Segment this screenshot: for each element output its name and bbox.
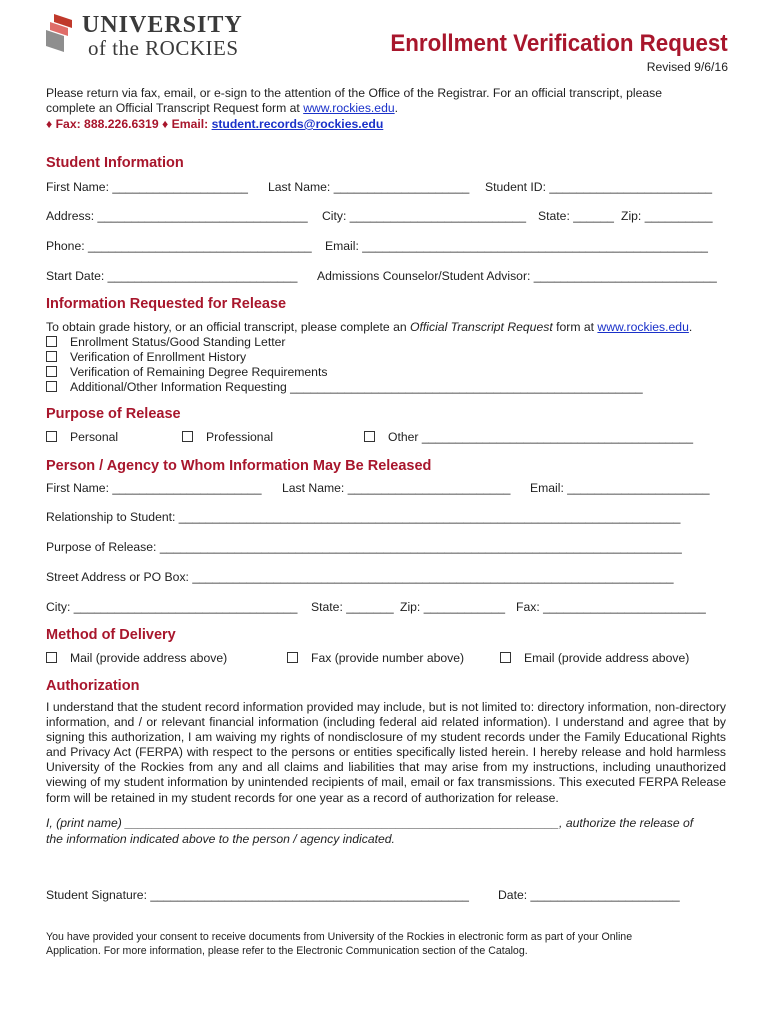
purpose-of-release-heading: Purpose of Release: [46, 406, 181, 422]
purpose-professional-label: Professional: [206, 430, 274, 444]
authorization-heading: Authorization: [46, 678, 140, 694]
info-text-middle: form at: [552, 320, 598, 334]
info-text-end: .: [688, 320, 693, 334]
intro-line-2-text: complete an Official Transcript Request form at: [46, 101, 304, 115]
agency-state-field[interactable]: State: _______: [311, 600, 394, 614]
purpose-professional-option[interactable]: [182, 430, 273, 445]
checkbox[interactable]: [46, 351, 57, 362]
delivery-fax-option[interactable]: [287, 651, 464, 666]
university-logo-mark-icon: [46, 14, 72, 52]
agency-fax-field[interactable]: Fax: ________________________: [516, 600, 706, 614]
option-degree-requirements[interactable]: [46, 365, 327, 380]
revision-date: Revised 9/6/16: [646, 60, 728, 74]
registrar-email-link[interactable]: student.records@rockies.edu: [211, 117, 384, 131]
checkbox[interactable]: [46, 381, 57, 392]
agency-first-name-field[interactable]: First Name: ______________________: [46, 481, 262, 495]
admissions-counselor-field[interactable]: Admissions Counselor/Student Advisor: ___________________________: [317, 269, 717, 283]
checkbox[interactable]: [46, 431, 57, 442]
option-label: Additional/Other Information Requesting ____________________________________________________: [70, 380, 643, 394]
option-label: Verification of Enrollment History: [70, 350, 247, 364]
student-id-field[interactable]: Student ID: ________________________: [485, 180, 713, 194]
delivery-email-option[interactable]: [500, 651, 689, 666]
student-city-field[interactable]: City: __________________________: [322, 209, 526, 223]
option-label: Verification of Remaining Degree Requirements: [70, 365, 328, 379]
checkbox[interactable]: [364, 431, 375, 442]
checkbox[interactable]: [500, 652, 511, 663]
print-name-line: [46, 816, 693, 831]
relationship-field[interactable]: Relationship to Student: __________________________________________________________________________: [46, 510, 681, 524]
authorize-release-text: , authorize the release of: [559, 816, 694, 830]
print-name-field[interactable]: I, (print name) ________________________________________________________________: [46, 816, 560, 830]
student-phone-field[interactable]: Phone: _________________________________: [46, 239, 312, 253]
method-of-delivery-heading: Method of Delivery: [46, 627, 176, 643]
student-signature-field[interactable]: Student Signature: _______________________________________________: [46, 888, 469, 902]
purpose-personal-option[interactable]: [46, 430, 118, 445]
intro-line-2-end: .: [394, 101, 399, 115]
signature-date-field[interactable]: Date: ______________________: [498, 888, 680, 902]
information-requested-heading: Information Requested for Release: [46, 296, 287, 312]
intro-line-1: Please return via fax, email, or e-sign to the attention of the Office of the Registrar. For an official transcript, please: [46, 86, 663, 100]
student-zip-field[interactable]: Zip: __________: [621, 209, 713, 223]
agency-zip-field[interactable]: Zip: ____________: [400, 600, 506, 614]
info-requested-instructions: [46, 320, 692, 335]
fax-number: Fax: 888.226.6319: [55, 117, 159, 131]
agency-email-field[interactable]: Email: _____________________: [530, 481, 710, 495]
agency-last-name-field[interactable]: Last Name: ________________________: [282, 481, 511, 495]
delivery-mail-option[interactable]: [46, 651, 227, 666]
page-title: Enrollment Verification Request: [390, 30, 728, 57]
checkbox[interactable]: [182, 431, 193, 442]
agency-city-field[interactable]: City: _________________________________: [46, 600, 298, 614]
purpose-other-option[interactable]: [364, 430, 693, 445]
purpose-other-label: Other ________________________________________: [388, 430, 693, 444]
authorization-paragraph: I understand that the student record information provided may include, but is not limited to: directory information, non-directory information, and / or relevant financial information (including federal aid related information). I understand and agree that by signing this authorization, I am waiving my rights of nondisclosure of my student records under the Family Educational Rights and Privacy Act (FERPA) with respect to the persons or entities specifically listed herein. I hereby release and hold harmless University of the Rockies from any and all claims and liabilities that may arise from my instructions, including unauthorized viewing of my student information by unintended recipients of mail, email or fax transmissions. This executed FERPA Release form will be retained in my student records for one year as a record of authorization for release.: [46, 700, 726, 805]
contact-line: [46, 117, 383, 132]
electronic-consent-notice: You have provided your consent to receive documents from University of the Rockies in electronic form as part of your Online Application. For more information, please refer to the Electronic Communication section of the Catalog.: [46, 931, 633, 957]
purpose-personal-label: Personal: [70, 430, 119, 444]
checkbox[interactable]: [46, 366, 57, 377]
student-address-field[interactable]: Address: _______________________________: [46, 209, 308, 223]
student-last-name-field[interactable]: Last Name: ____________________: [268, 180, 470, 194]
rockies-website-link[interactable]: www.rockies.edu: [303, 101, 395, 115]
delivery-fax-label: Fax (provide number above): [311, 651, 465, 665]
student-state-field[interactable]: State: ______: [538, 209, 614, 223]
checkbox[interactable]: [46, 652, 57, 663]
person-agency-heading: Person / Agency to Whom Information May Be Released: [46, 458, 432, 474]
option-label: Enrollment Status/Good Standing Letter: [70, 335, 286, 349]
option-enrollment-history[interactable]: [46, 350, 246, 365]
checkbox[interactable]: [46, 336, 57, 347]
info-text-start: To obtain grade history, or an official transcript, please complete an: [46, 320, 411, 334]
diamond-icon: ♦: [162, 117, 169, 131]
diamond-icon: ♦: [46, 117, 53, 131]
logo-rockies-text: of the ROCKIES: [88, 36, 239, 60]
student-information-heading: Student Information: [46, 155, 184, 171]
option-enrollment-status[interactable]: [46, 335, 285, 350]
student-email-field[interactable]: Email: ___________________________________________________: [325, 239, 708, 253]
intro-line-2: [46, 101, 398, 116]
student-start-date-field[interactable]: Start Date: ____________________________: [46, 269, 298, 283]
authorization-statement: the information indicated above to the person / agency indicated.: [46, 832, 395, 846]
rockies-website-link-2[interactable]: www.rockies.edu: [597, 320, 689, 334]
email-label: Email:: [171, 117, 212, 131]
checkbox[interactable]: [287, 652, 298, 663]
delivery-mail-label: Mail (provide address above): [70, 651, 228, 665]
info-text-italic: Official Transcript Request: [410, 320, 553, 334]
option-additional-info[interactable]: [46, 380, 643, 395]
purpose-of-release-field[interactable]: Purpose of Release: _____________________________________________________________________________: [46, 540, 682, 554]
student-first-name-field[interactable]: First Name: ____________________: [46, 180, 248, 194]
delivery-email-label: Email (provide address above): [524, 651, 690, 665]
logo-university-text: UNIVERSITY: [82, 12, 243, 38]
street-address-field[interactable]: Street Address or PO Box: _______________________________________________________________________: [46, 570, 674, 584]
